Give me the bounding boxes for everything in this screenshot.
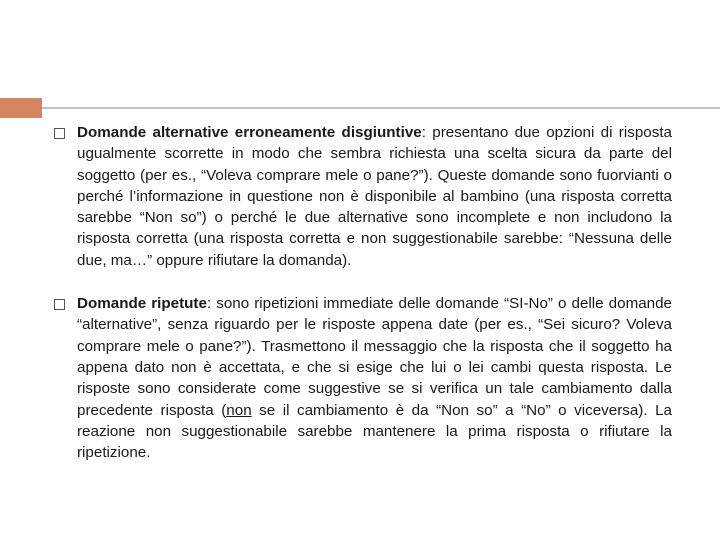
bullet-text-continued: se il cambiamento è da “Non so” a “No” o viceversa). La reazione non suggestionabile sarebbe mantenere la prima risposta o rifiutare la ripetizione. bbox=[77, 401, 672, 462]
accent-block bbox=[0, 98, 42, 118]
bullet-text: : sono ripetizioni immediate delle domande “SI-No” o delle domande “alternative”, senza riguardo per le risposte appena date (per es., “Sei sicuro? Voleva comprare mele o pane?”). Trasmettono il messaggio che la risposta che il soggetto ha appena dato non è accettata, e che si esige che lui o lei cambi questa risposta. Le risposte sono considerate come suggestive se si verifica un tale cambiamento dalla precedente risposta ( bbox=[77, 295, 673, 419]
bullet-disjunctive-questions bbox=[50, 122, 672, 271]
bullet-term: Domande alternative erroneamente disgiuntive bbox=[77, 124, 422, 141]
underlined-word: non bbox=[226, 401, 252, 419]
square-bullet-icon bbox=[54, 128, 65, 139]
header-rule bbox=[42, 107, 720, 109]
slide-content bbox=[50, 122, 672, 463]
bullet-text: : presentano due opzioni di risposta ugualmente scorrette in modo che sembra richiesta una scelta sicura da parte del soggetto (per es., “Voleva comprare mele o pane?”). Queste domande sono fuorvianti o perché l’informazione in questione non è disponibile al bambino (una risposta corretta sarebbe “Non so”) o perché le due alternative sono incomplete e non includono la risposta corretta (una risposta corretta e non suggestionabile sarebbe: “Nessuna delle due, ma…” oppure rifiutare la domanda). bbox=[77, 124, 672, 269]
bullet-repeated-questions bbox=[50, 293, 672, 463]
square-bullet-icon bbox=[54, 299, 65, 310]
bullet-term: Domande ripetute bbox=[77, 295, 207, 313]
